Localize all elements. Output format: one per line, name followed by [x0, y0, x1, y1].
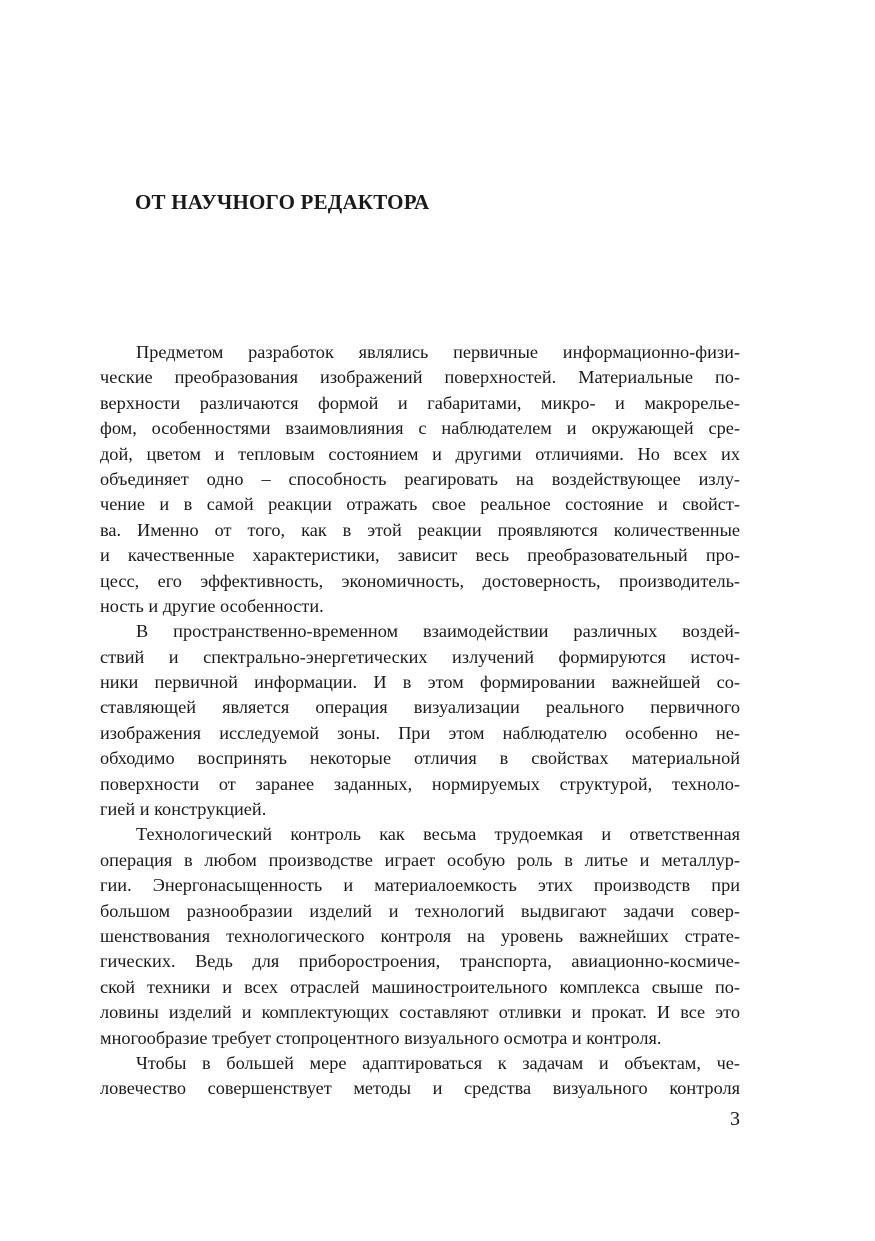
paragraph-line: дой, цветом и тепловым состоянием и другими отличиями. Но всех их [100, 443, 740, 464]
body-text [100, 340, 740, 1102]
paragraph-line: обходимо воспринять некоторые отличия в свойствах материальной [100, 748, 740, 769]
paragraph-line: ловечество совершенствует методы и средства визуального контроля [100, 1078, 740, 1099]
paragraph-line: цесс, его эффективность, экономичность, достоверность, производитель- [100, 570, 740, 591]
paragraph-line: гических. Ведь для приборостроения, транспорта, авиационно-космиче- [100, 951, 740, 972]
paragraph-line: большом разнообразии изделий и технологий выдвигают задачи совер- [100, 900, 740, 921]
paragraph-line: Технологический контроль как весьма трудоемкая и ответственная [136, 824, 740, 845]
paragraph-line: ствий и спектрально-энергетических излучений формируются источ- [100, 646, 740, 667]
paragraph-line: Чтобы в большей мере адаптироваться к задачам и объектам, че- [136, 1052, 740, 1073]
paragraph-line: гии. Энергонасыщенность и материалоемкость этих производств при [100, 875, 740, 896]
paragraph-line: чение и в самой реакции отражать свое реальное состояние и свойст- [100, 494, 740, 515]
paragraph-line: объединяет одно – способность реагировать на воздействующее излу- [100, 468, 740, 489]
paragraph-line: ва. Именно от того, как в этой реакции проявляются количественные [100, 519, 740, 540]
paragraph-line: шенствования технологического контроля на уровень важнейших страте- [100, 925, 740, 946]
paragraph-line: поверхности от заранее заданных, нормируемых структурой, техноло- [100, 773, 740, 794]
paragraph-line: изображения исследуемой зоны. При этом наблюдателю особенно не- [100, 722, 740, 743]
paragraph-line: ники первичной информации. И в этом формировании важнейшей со- [100, 672, 740, 693]
paragraph-line: гией и конструкцией. [100, 799, 267, 820]
paragraph-line: верхности различаются формой и габаритами, микро- и макрорелье- [100, 392, 740, 413]
paragraph-line: операция в любом производстве играет особую роль в литье и металлур- [100, 849, 740, 870]
paragraph-line: фом, особенностями взаимовлияния с наблюдателем и окружающей сре- [100, 418, 740, 439]
paragraph-line: ской техники и всех отраслей машиностроительного комплекса свыше по- [100, 976, 740, 997]
paragraph-line: ность и другие особенности. [100, 595, 324, 616]
paragraph-line: ловины изделий и комплектующих составляют отливки и прокат. И все это [100, 1002, 740, 1023]
chapter-title: ОТ НАУЧНОГО РЕДАКТОРА [135, 190, 430, 214]
paragraph-line: В пространственно-временном взаимодействии различных воздей- [136, 621, 740, 642]
paragraph-line: Предметом разработок являлись первичные информационно-физи- [136, 342, 740, 362]
page-number: 3 [730, 1108, 740, 1130]
paragraph-line: и качественные характеристики, зависит весь преобразовательный про- [100, 545, 740, 566]
paragraph-line: ставляющей является операция визуализации реального первичного [100, 697, 740, 718]
paragraph-line: многообразие требует стопроцентного визуального осмотра и контроля. [100, 1027, 662, 1048]
paragraph-line: ческие преобразования изображений поверхностей. Материальные по- [100, 367, 740, 388]
